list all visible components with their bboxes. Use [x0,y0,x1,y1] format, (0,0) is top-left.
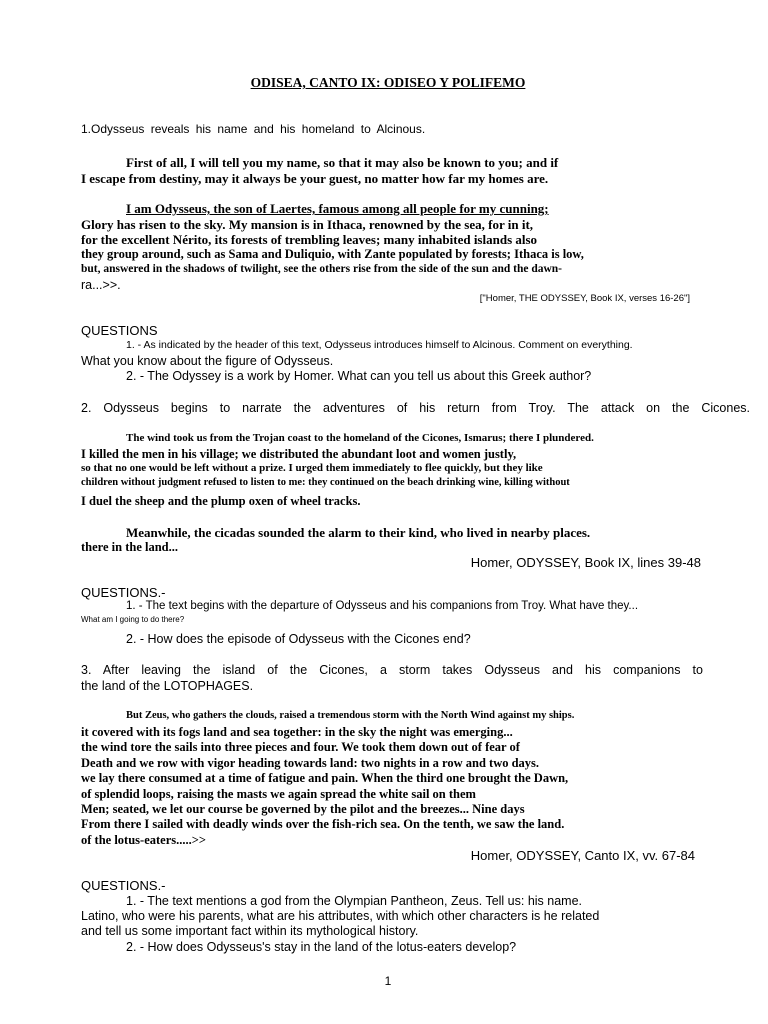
quote-line: we lay there consumed at a time of fatigue and pain. When the third one brought the Dawn, [81,771,569,785]
question-1-text: 1. - The text begins with the departure of Odysseus and his companions from Troy. What have they... [126,600,639,612]
quote-line: Death and we row with vigor heading towards land: two nights in a row and two days. [81,756,540,770]
section-3-heading-continued: the land of the LOTOPHAGES. [81,679,254,693]
quote-line: it covered with its fogs land and sea together: in the sky the night was emerging... [81,725,513,739]
question-1-continued: What am I going to do there? [81,615,185,624]
quote-line: they group around, such as Sama and Duliquio, with Zante populated by forests; Ithaca is low, [81,247,584,261]
quote-line: so that no one would be left without a prize. I urged them immediately to flee quickly, but they like [81,462,543,474]
page-number: 1 [384,974,392,988]
quote-line: there in the land... [81,540,178,554]
quote-line: of splendid loops, raising the masts we again spread the white sail on them [81,787,476,801]
citation: Homer, ODYSSEY, Book IX, lines 39-48 [470,555,701,570]
page-title: ODISEA, CANTO IX: ODISEO Y POLIFEMO [250,75,526,90]
quote-line: From there I sailed with deadly winds over the fish-rich sea. On the tenth, we saw the land. [81,817,565,831]
citation: Homer, ODYSSEY, Canto IX, vv. 67-84 [470,848,695,863]
quote-line: for the excellent Nérito, its forests of trembling leaves; many inhabited islands also [81,232,538,247]
question-1-continued: What you know about the figure of Odysseus. [81,354,334,368]
quote-line: I am Odysseus, the son of Laertes, famous among all people for my cunning; [126,201,549,216]
quote-line: of the lotus-eaters.....>> [81,833,206,847]
quote-line: children without judgment refused to listen to me: they continued on the beach drinking wine, killing without [81,477,570,488]
section-2-heading: 2. Odysseus begins to narrate the adventures of his return from Troy. The attack on the Cicones. [81,401,750,415]
quote-line: I killed the men in his village; we distributed the abundant loot and women justly, [81,447,517,461]
section-3-heading: 3. After leaving the island of the Cicones, a storm takes Odysseus and his companions to [81,663,703,677]
question-1-continued: and tell us some important fact within its mythological history. [81,924,419,938]
question-2-text: 2. - The Odyssey is a work by Homer. What can you tell us about this Greek author? [126,369,592,383]
question-1-text: 1. - The text mentions a god from the Olympian Pantheon, Zeus. Tell us: his name. [126,894,583,908]
quote-line: Meanwhile, the cicadas sounded the alarm to their kind, who lived in nearby places. [126,525,591,540]
quote-line: the wind tore the sails into three pieces and four. We took them down out of fear of [81,740,520,754]
questions-label: QUESTIONS.- [81,878,166,893]
question-1-continued: Latino, who were his parents, what are his attributes, with which other characters is he related [81,909,600,923]
section-1-heading: 1.Odysseus reveals his name and his homeland to Alcinous. [81,122,426,136]
quote-line: I escape from destiny, may it always be your guest, no matter how far my homes are. [81,171,549,186]
question-1-text: 1. - As indicated by the header of this text, Odysseus introduces himself to Alcinous. Comment on everything. [126,339,633,351]
quote-line: Glory has risen to the sky. My mansion is in Ithaca, renowned by the sea, for in it, [81,217,534,232]
questions-label: QUESTIONS.- [81,585,166,600]
questions-label: QUESTIONS [81,323,158,338]
quote-line: but, answered in the shadows of twilight, see the others rise from the side of the sun and the dawn- [81,263,562,275]
quote-line: But Zeus, who gathers the clouds, raised a tremendous storm with the North Wind against my ships. [126,710,575,721]
quote-line: Men; seated, we let our course be governed by the pilot and the breezes... Nine days [81,802,525,816]
quote-line: First of all, I will tell you my name, so that it may also be known to you; and if [126,155,559,170]
question-2-text: 2. - How does the episode of Odysseus with the Cicones end? [126,632,471,646]
question-2-text: 2. - How does Odysseus's stay in the land of the lotus-eaters develop? [126,940,517,954]
citation: ["Homer, THE ODYSSEY, Book IX, verses 16-26"] [479,293,690,304]
quote-line: ra...>>. [81,278,121,292]
quote-line: I duel the sheep and the plump oxen of wheel tracks. [81,494,361,508]
quote-line: The wind took us from the Trojan coast to the homeland of the Cicones, Ismarus; there I plundered. [126,432,594,444]
